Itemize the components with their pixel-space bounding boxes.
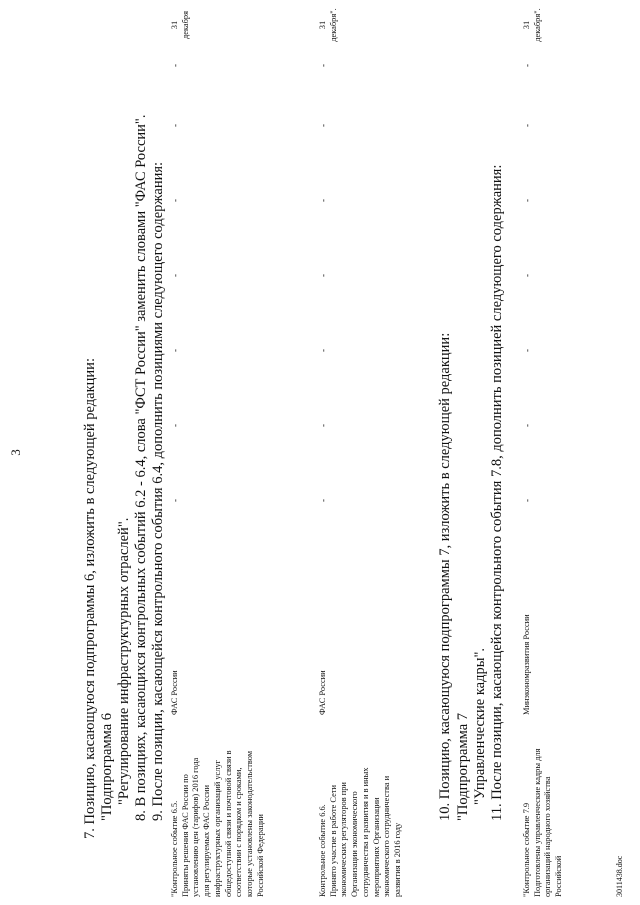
dash: - (522, 499, 532, 502)
subprogram-7-title: "Управленческие кадры". (472, 647, 488, 805)
dash: - (170, 64, 180, 67)
dash: - (170, 124, 180, 127)
dash: - (170, 274, 180, 277)
paragraph-10: 10. Позицию, касающуюся подпрограммы 7, изложить в следующей редакции: (437, 332, 453, 821)
dash: - (318, 349, 328, 352)
dash: - (522, 424, 532, 427)
dash: - (318, 199, 328, 202)
dash: - (522, 349, 532, 352)
document-id-footer: 3011438.doc (615, 855, 624, 897)
dash: - (522, 64, 532, 67)
dash: - (170, 499, 180, 502)
dash: - (170, 349, 180, 352)
dash: - (522, 199, 532, 202)
event-text: "Контрольное событие 7.9 Подготовлены управленческие кадры для организаций народного хозяйства Российской (522, 748, 564, 897)
paragraph-11: 11. После позиции, касающейся контрольного события 7.8, дополнить позицией следующего содержания: (489, 164, 505, 821)
paragraph-9: 9. После позиции, касающейся контрольного события 6.4, дополнить позициями следующего содержания: (150, 161, 166, 821)
dash: - (318, 64, 328, 67)
dash: - (318, 124, 328, 127)
dash: - (522, 274, 532, 277)
paragraph-8: 8. В позициях, касающихся контрольных событий 6.2 - 6.4, слова "ФСТ России" заменить словами "ФАС России". (133, 114, 149, 821)
dash: - (318, 499, 328, 502)
agency-text: Минэкономразвития России (522, 614, 531, 715)
event-text: "Контрольное событие 6.5. Приняты решения ФАС России по установлению цен (тарифов) 2016 года для регулируемых ФАС России инфраструктурных организаций услуг общедоступной связи и почтовой связи в соответствии с порядком и сроками, которые установлены законодательством Российской Федерации (170, 750, 265, 897)
deadline-date: 31 декабря". (522, 8, 542, 42)
dash: - (522, 124, 532, 127)
subprogram-6-heading: "Подпрограмма 6 (99, 712, 115, 821)
dash: - (318, 274, 328, 277)
page-number: 3 (8, 449, 23, 456)
dash: - (170, 424, 180, 427)
agency-text: ФАС России (318, 670, 327, 715)
subprogram-7-heading: "Подпрограмма 7 (455, 712, 471, 821)
agency-text: ФАС России (170, 670, 179, 715)
event-text: Контрольное событие 6.6. Принято участие в работе Сети экономических регуляторов при Организации экономического сотрудничества и развития и в иных мероприятиях Организации экономического сотрудничества и развития в 2016 году (318, 767, 402, 897)
paragraph-7: 7. Позицию, касающуюся подпрограммы 6, изложить в следующей редакции: (82, 358, 98, 839)
subprogram-6-title: "Регулирование инфраструктурных отраслей". (116, 517, 132, 805)
dash: - (170, 199, 180, 202)
deadline-date: 31 декабря (170, 11, 190, 39)
dash: - (318, 424, 328, 427)
deadline-date: 31 декабря". (318, 8, 338, 42)
